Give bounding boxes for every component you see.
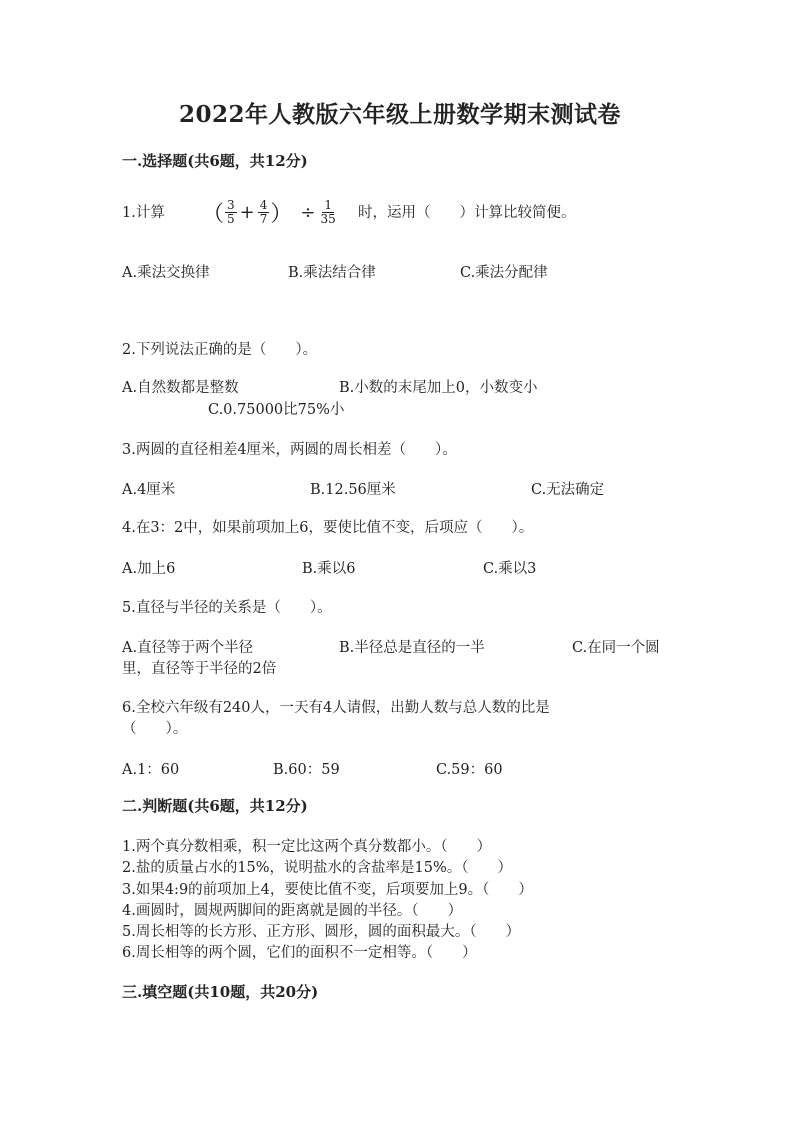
q1-left-paren: （ xyxy=(202,201,225,227)
fraction-denominator: 7 xyxy=(259,211,268,226)
fraction-numerator: 3 xyxy=(227,197,235,212)
q3-option-c: C.无法确定 xyxy=(531,482,605,498)
judge-item: 2.盐的质量占水的15%，说明盐水的含盐率是15%。（ ） xyxy=(122,860,513,876)
q6-option-a: A.1：60 xyxy=(122,762,180,778)
plus-sign: + xyxy=(239,201,255,223)
q5-option-c: C.在同一个圆 xyxy=(572,640,660,656)
q1-right-paren: ） xyxy=(270,201,293,227)
judge-item: 5.周长相等的长方形、正方形、圆形，圆的面积最大。（ ） xyxy=(122,924,521,940)
q1-fraction-2 xyxy=(258,199,270,226)
q3-option-a: A.4厘米 xyxy=(122,482,176,498)
q3-stem: 3.两圆的直径相差4厘米，两圆的周长相差（ ）。 xyxy=(122,442,457,458)
q1-option-b: B.乘法结合律 xyxy=(288,265,376,281)
q1-stem-suffix: 时，运用（ ）计算比较简便。 xyxy=(358,205,576,221)
fraction-denominator: 5 xyxy=(227,211,235,226)
judge-item: 4.画圆时，圆规两脚间的距离就是圆的半径。（ ） xyxy=(122,903,463,919)
q6-option-c: C.59：60 xyxy=(436,762,503,778)
q1-fraction-1 xyxy=(225,199,237,226)
q5-option-b: B.半径总是直径的一半 xyxy=(339,640,485,656)
q1-prefix: 1.计算 xyxy=(122,205,165,221)
section-fill-heading: 三.填空题(共10题，共20分) xyxy=(122,983,319,1001)
judge-item: 3.如果4:9的前项加上4，要使比值不变，后项要加上9。（ ） xyxy=(122,882,533,898)
q5-option-c-continued: 里，直径等于半径的2倍 xyxy=(122,661,277,677)
q2-option-c: C.0.75000比75%小 xyxy=(208,402,345,418)
fraction-numerator: 1 xyxy=(324,197,332,212)
q4-stem: 4.在3：2中，如果前项加上6，要使比值不变，后项应（ ）。 xyxy=(122,520,534,536)
q2-stem: 2.下列说法正确的是（ ）。 xyxy=(122,342,318,358)
q3-option-b: B.12.56厘米 xyxy=(310,482,396,498)
q6-stem-continued: （ ）。 xyxy=(122,721,188,737)
q5-option-a: A.直径等于两个半径 xyxy=(122,640,254,656)
q2-option-b: B.小数的末尾加上0，小数变小 xyxy=(339,380,538,396)
q6-stem: 6.全校六年级有240人，一天有4人请假，出勤人数与总人数的比是 xyxy=(122,700,550,716)
fraction-denominator: 35 xyxy=(320,211,336,226)
judge-item: 1.两个真分数相乘，积一定比这两个真分数都小。（ ） xyxy=(122,839,492,855)
q1-fraction-3 xyxy=(319,199,338,226)
q5-stem: 5.直径与半径的关系是（ ）。 xyxy=(122,600,332,616)
q1-option-c: C.乘法分配律 xyxy=(460,265,548,281)
q1-option-a: A.乘法交换律 xyxy=(122,265,210,281)
q2-option-a: A.自然数都是整数 xyxy=(122,380,239,396)
judge-item: 6.周长相等的两个圆，它们的面积不一定相等。（ ） xyxy=(122,945,477,961)
section-judge-heading: 二.判断题(共6题，共12分) xyxy=(122,797,308,815)
fraction-numerator: 4 xyxy=(259,197,268,212)
q4-option-b: B.乘以6 xyxy=(302,561,356,577)
section-choice-heading: 一.选择题(共6题，共12分) xyxy=(122,152,308,170)
division-sign: ÷ xyxy=(300,201,316,223)
q6-option-b: B.60：59 xyxy=(273,762,340,778)
q4-option-c: C.乘以3 xyxy=(483,561,537,577)
q4-option-a: A.加上6 xyxy=(122,561,176,577)
page-title: 2022年人教版六年级上册数学期末测试卷 xyxy=(178,101,621,128)
q1-expression xyxy=(202,192,339,232)
